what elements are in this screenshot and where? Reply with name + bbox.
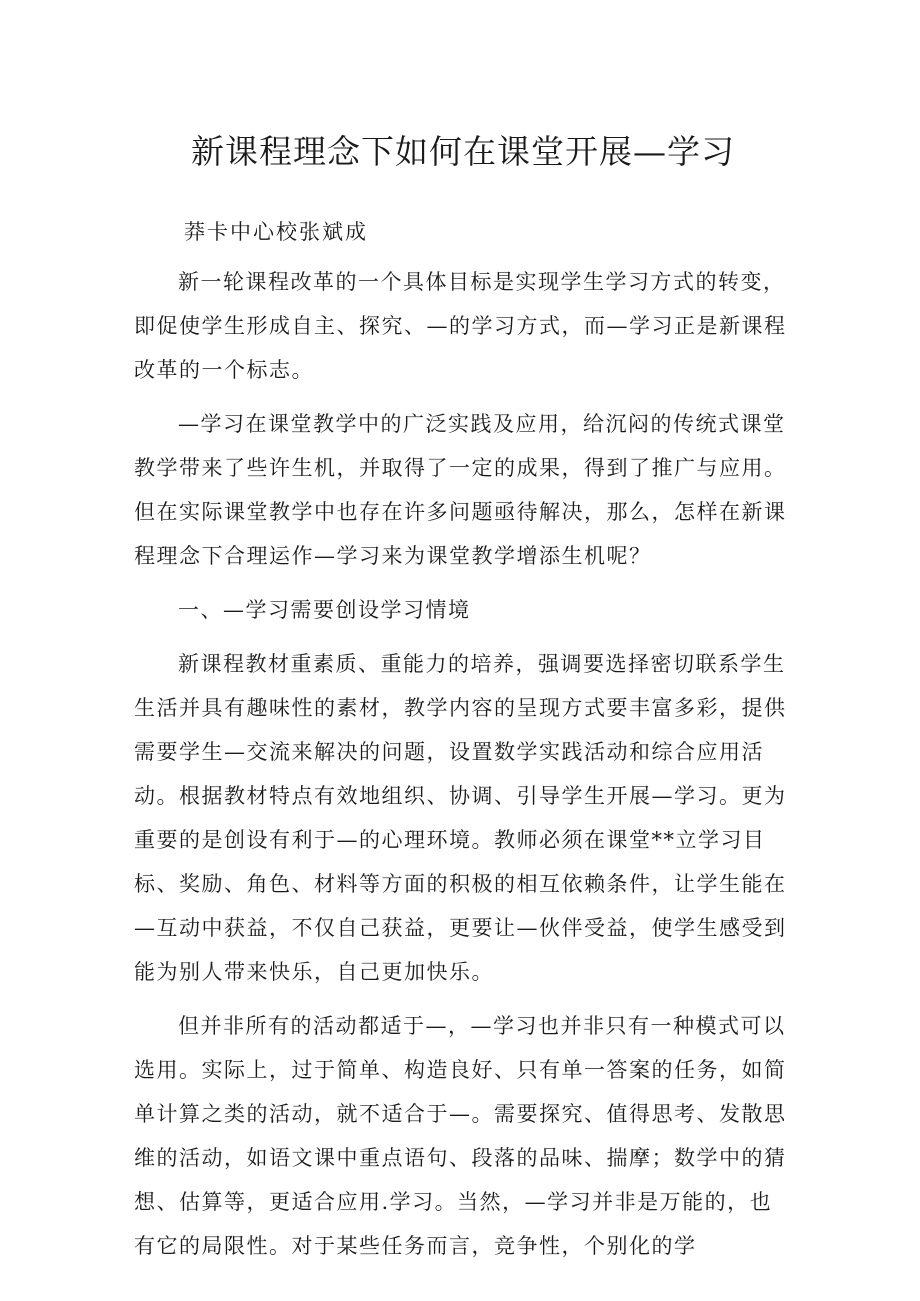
paragraph-section-2: 但并非所有的活动都适于—，—学习也并非只有一种模式可以选用。实际上，过于简单、构造良好、只有单一答案的任务，如简单计算之类的活动，就不适合于—。需要探究、值得思考、发散思维的活动，如语文课中重点语句、段落的品味、揣摩；数学中的猜想、估算等，更适合应用.学习。当然，—学习并非是万能的，也有它的局限性。对于某些任务而言，竞争性，个别化的学 [134, 1014, 787, 1258]
paragraph-background: —学习在课堂教学中的广泛实践及应用，给沉闷的传统式课堂教学带来了些许生机，并取得了一定的成果，得到了推广与应用。但在实际课堂教学中也存在许多问题亟待解决，那么，怎样在新课程理念下合理运作—学习来为课堂教学增添生机呢？ [134, 412, 787, 568]
document-title: 新课程理念下如何在课堂开展—学习 [191, 132, 735, 171]
paragraph-section-1: 新课程教材重素质、重能力的培养，强调要选择密切联系学生生活并具有趣味性的素材，教学内容的呈现方式要丰富多彩，提供需要学生—交流来解决的问题，设置数学实践活动和综合应用活动。根据教材特点有效地组织、协调、引导学生开展—学习。更为重要的是创设有利于—的心理环境。教师必须在课堂**立学习目标、奖励、角色、材料等方面的积极的相互依赖条件，让学生能在—互动中获益，不仅自己获益，更要让—伙伴受益，使学生感受到能为别人带来快乐，自己更加快乐。 [134, 652, 787, 984]
paragraph-intro: 新一轮课程改革的一个具体目标是实现学生学习方式的转变，即促使学生形成自主、探究、—的学习方式，而—学习正是新课程改革的一个标志。 [134, 270, 787, 382]
document-author: 莽卡中心校张斌成 [184, 220, 368, 244]
section-heading: 一、—学习需要创设学习情境 [178, 598, 471, 622]
